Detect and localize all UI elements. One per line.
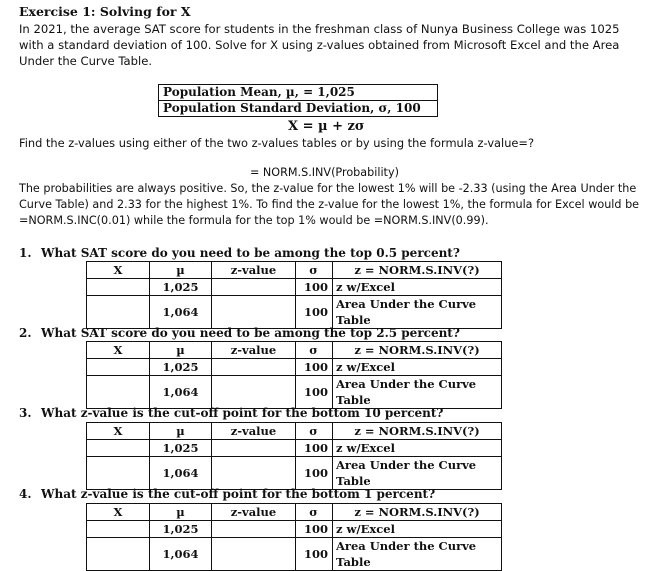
answer-table-1 [86,261,502,329]
table-row [87,296,502,329]
z-cell[interactable] [212,538,296,571]
header-x: X [87,262,150,279]
header-norm: z = NORM.S.INV(?) [333,342,502,359]
x-cell[interactable] [87,376,150,409]
z-cell[interactable] [212,440,296,457]
header-sigma: σ [296,342,333,359]
x-cell[interactable] [87,521,150,538]
note-cell: z w/Excel [333,440,502,457]
x-cell[interactable] [87,279,150,296]
z-cell[interactable] [212,376,296,409]
population-box [158,84,438,117]
header-x: X [87,342,150,359]
header-z: z-value [212,504,296,521]
table-header-row [87,342,502,359]
question-text: What z-value is the cut-off point for the bottom 1 percent? [41,487,436,501]
question-3 [19,406,443,420]
mu-cell: 1,064 [150,376,212,409]
sigma-cell: 100 [296,376,333,409]
z-cell[interactable] [212,279,296,296]
sigma-cell: 100 [296,296,333,329]
note-cell: z w/Excel [333,521,502,538]
find-instructions: Find the z-values using either of the two z-values tables or by using the formula z-value=? [19,136,535,150]
note-cell: z w/Excel [333,359,502,376]
sigma-cell: 100 [296,279,333,296]
table-row [87,359,502,376]
note-cell: z w/Excel [333,279,502,296]
mu-cell: 1,064 [150,296,212,329]
header-z: z-value [212,342,296,359]
exercise-title: Exercise 1: Solving for X [19,4,191,19]
header-mu: µ [150,504,212,521]
header-sigma: σ [296,262,333,279]
header-z: z-value [212,423,296,440]
x-cell[interactable] [87,359,150,376]
sigma-cell: 100 [296,457,333,490]
table-row [87,279,502,296]
question-4 [19,487,435,501]
probabilities-note: The probabilities are always positive. So, the z-value for the lowest 1% will be -2.33 (using the Area Under the Curve Table) and 2.33 for the highest 1%. To find the z-value for the lowest 1%, the formula for Excel would be =NORM.S.INC(0.01) while the formula for the top 1% would be =NORM.S.INV(0.99). [19,182,640,227]
note-cell: Area Under the Curve Table [333,296,502,329]
sigma-cell: 100 [296,538,333,571]
question-text: What SAT score do you need to be among the top 0.5 percent? [41,246,460,260]
sigma-cell: 100 [296,521,333,538]
solve-formula: X = µ + zσ [288,119,365,134]
z-cell[interactable] [212,457,296,490]
mu-cell: 1,064 [150,538,212,571]
header-mu: µ [150,423,212,440]
z-cell[interactable] [212,359,296,376]
mu-cell: 1,025 [150,279,212,296]
table-row [87,538,502,571]
table-header-row [87,504,502,521]
x-cell[interactable] [87,457,150,490]
sigma-cell: 100 [296,440,333,457]
header-mu: µ [150,342,212,359]
question-number: 2. [19,326,32,340]
table-header-row [87,423,502,440]
z-cell[interactable] [212,296,296,329]
population-sd: Population Standard Deviation, σ, 100 [159,100,437,116]
answer-table-2 [86,341,502,409]
header-mu: µ [150,262,212,279]
sigma-cell: 100 [296,359,333,376]
answer-table-3 [86,422,502,490]
table-row [87,457,502,490]
table-row [87,521,502,538]
mu-cell: 1,064 [150,457,212,490]
header-sigma: σ [296,423,333,440]
mu-cell: 1,025 [150,359,212,376]
header-x: X [87,504,150,521]
answer-table-4 [86,503,502,571]
header-sigma: σ [296,504,333,521]
mu-cell: 1,025 [150,521,212,538]
header-norm: z = NORM.S.INV(?) [333,504,502,521]
note-cell: Area Under the Curve Table [333,457,502,490]
table-row [87,440,502,457]
header-x: X [87,423,150,440]
note-cell: Area Under the Curve Table [333,376,502,409]
population-mean: Population Mean, µ, = 1,025 [163,85,355,99]
mu-cell: 1,025 [150,440,212,457]
header-norm: z = NORM.S.INV(?) [333,262,502,279]
x-cell[interactable] [87,538,150,571]
question-number: 3. [19,406,32,420]
question-1 [19,246,460,260]
question-number: 4. [19,487,32,501]
header-norm: z = NORM.S.INV(?) [333,423,502,440]
question-number: 1. [19,246,32,260]
note-cell: Area Under the Curve Table [333,538,502,571]
exercise-intro: In 2021, the average SAT score for students in the freshman class of Nunya Business College was 1025 with a standard deviation of 100. Solve for X using z-values obtained from Microsoft Excel and the Area Under the Curve Table. [19,22,620,68]
norm-formula: = NORM.S.INV(Probability) [250,166,399,179]
header-z: z-value [212,262,296,279]
question-text: What SAT score do you need to be among the top 2.5 percent? [41,326,460,340]
table-row [87,376,502,409]
question-text: What z-value is the cut-off point for the bottom 10 percent? [41,406,444,420]
x-cell[interactable] [87,440,150,457]
z-cell[interactable] [212,521,296,538]
x-cell[interactable] [87,296,150,329]
question-2 [19,326,460,340]
table-header-row [87,262,502,279]
